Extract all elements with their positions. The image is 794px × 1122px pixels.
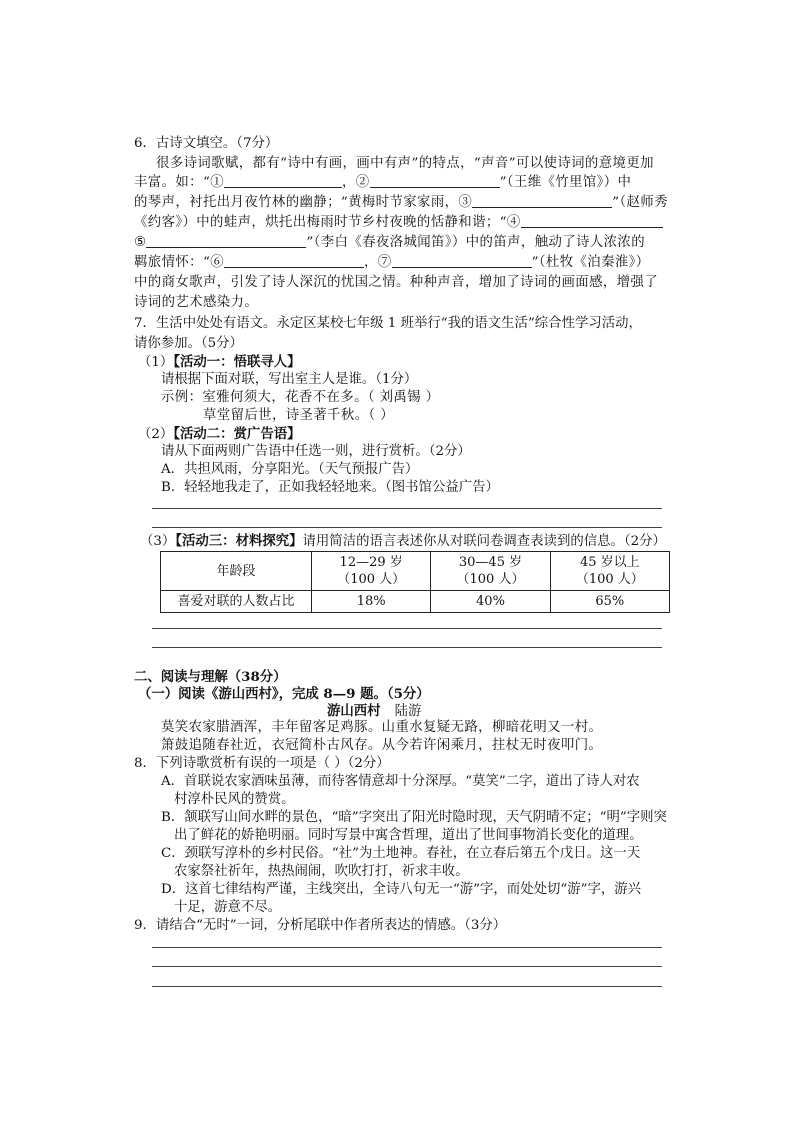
q8-option-a-cont: 村淳朴民风的赞赏。	[174, 792, 295, 807]
blank-5[interactable]	[146, 233, 306, 248]
answer-line[interactable]	[152, 647, 662, 648]
q6-text-line-4	[134, 213, 663, 233]
activity-number: （1）	[138, 355, 174, 370]
blank-4[interactable]	[521, 213, 663, 228]
q6-text: 丰富。如：“①	[134, 175, 224, 190]
blank-1[interactable]	[224, 173, 342, 188]
q6-title: 6．古诗文填空。（7分）	[134, 136, 279, 151]
q9-title: 9．请结合“无时”一词，分析尾联中作者所表达的情感。（3分）	[134, 918, 507, 933]
answer-line[interactable]	[152, 508, 662, 509]
table-cell: 65%	[550, 591, 669, 613]
q8-option-d-cont: 十足，游意不尽。	[174, 900, 282, 915]
activity-number: （2）	[138, 427, 174, 442]
q7-title: 7．生活中处处有语文。永定区某校七年级 1 班举行“我的语文生活”综合性学习活动，	[134, 316, 642, 331]
activity-1-question: 请根据下面对联，写出室主人是谁。（1分）	[161, 372, 418, 387]
table-cell: 18%	[312, 591, 431, 613]
q6-text: 的琴声，衬托出月夜竹林的幽静；“黄梅时节家家雨，③	[134, 195, 473, 210]
activity-1-example: 示例：室雅何须大，花香不在多。（ 刘禹锡 ）	[161, 390, 440, 405]
activity-1-couplet-answer[interactable]: 草堂留后世，诗圣著千秋。（ ）	[203, 408, 395, 423]
q8-option-b[interactable]: B．颔联写山间水畔的景色，“暗”字突出了阳光时隐时现，天气阴晴不定；“明”字则突	[161, 810, 667, 825]
activity-question: 请用简洁的语言表述你从对联问卷调查表读到的信息。（2分）	[302, 534, 666, 549]
q6-text: 《约客》）中的蛙声，烘托出梅雨时节乡村夜晚的恬静和谐；“④	[134, 215, 521, 230]
table-header-cell: 12—29 岁 （100 人）	[312, 552, 431, 591]
answer-line[interactable]	[152, 628, 662, 629]
q6-text-line-8: 诗词的艺术感染力。	[134, 295, 259, 310]
q8-option-c-cont: 农家祭社祈年，热热闹闹，吹吹打打，祈求丰收。	[174, 864, 469, 879]
blank-7[interactable]	[392, 253, 532, 268]
activity-2-option-b: B．轻轻地我走了，正如我轻轻地来。（图书馆公益广告）	[161, 480, 499, 495]
activity-title: 【活动一：悟联寻人】	[173, 354, 301, 370]
q6-text-line-2	[134, 173, 631, 193]
q6-text-line-6	[134, 253, 650, 273]
poem-line-2: 箫鼓追随春社近，衣冠简朴古风存。从今若许闲乘月，拄杖无时夜叩门。	[161, 738, 603, 753]
survey-table	[160, 551, 670, 613]
table-header-cell: 30—45 岁 （100 人）	[431, 552, 550, 591]
activity-2-question: 请从下面两则广告语中任选一则，进行赏析。（2分）	[161, 444, 471, 459]
table-row-label: 喜爱对联的人数占比	[161, 591, 312, 613]
poem-title: 游山西村	[327, 703, 381, 719]
blank-3[interactable]	[472, 193, 612, 208]
answer-line[interactable]	[152, 986, 662, 987]
q8-title: 8．下列诗歌赏析有误的一项是（ ）（2分）	[134, 756, 390, 771]
q8-option-d[interactable]: D．这首七律结构严谨，主线突出，全诗八句无一“游”字，而处处切“游”字，游兴	[161, 882, 642, 897]
activity-3-heading	[140, 531, 666, 552]
q6-text-line-3	[134, 193, 668, 213]
poem-author: 陆游	[394, 704, 422, 719]
table-row	[161, 591, 670, 613]
activity-title: 【活动三：材料探究】	[175, 533, 303, 549]
answer-line[interactable]	[152, 947, 662, 948]
section-2-subtitle: （一）阅读《游山西村》，完成 8—9 题。（5分）	[138, 686, 430, 702]
q7-title-2: 请你参加。（5分）	[134, 336, 243, 351]
q6-text: ，⑦	[364, 255, 392, 270]
activity-2-option-a: A．共担风雨，分享阳光。（天气预报广告）	[161, 462, 419, 477]
answer-line[interactable]	[152, 966, 662, 967]
q6-text: ，②	[342, 175, 370, 190]
q8-option-c[interactable]: C．颈联写淳朴的乡村民俗。“社”为土地神。春社，在立春后第五个戊日。这一天	[161, 846, 641, 861]
answer-line[interactable]	[152, 527, 662, 528]
table-cell: 40%	[431, 591, 550, 613]
section-2-title: 二、阅读与理解（38分）	[134, 669, 287, 685]
q6-text: ”（李白《春夜洛城闻笛》）中的笛声，触动了诗人浓浓的	[306, 235, 646, 250]
q6-text: ”（杜牧《泊秦淮》）	[531, 255, 650, 270]
table-header-cell: 45 岁以上 （100 人）	[550, 552, 669, 591]
q8-option-a[interactable]: A．首联说农家酒味虽薄，而待客情意却十分深厚。“莫笑”二字，道出了诗人对农	[161, 774, 640, 789]
q6-text: ⑤	[134, 235, 147, 250]
q6-text-line-7: 中的商女歌声，引发了诗人深沉的忧国之情。种种声音，增加了诗词的画面感，增强了	[134, 275, 659, 290]
table-header-row	[161, 552, 670, 591]
activity-number: （3）	[140, 534, 176, 549]
poem-line-1: 莫笑农家腊酒浑，丰年留客足鸡豚。山重水复疑无路，柳暗花明又一村。	[161, 720, 603, 735]
q8-option-b-cont: 出了鲜花的娇艳明丽。同时写景中寓含哲理，道出了世间事物消长变化的道理。	[174, 828, 643, 843]
q6-text-line-5	[134, 233, 645, 253]
blank-6[interactable]	[224, 253, 364, 268]
blank-2[interactable]	[370, 173, 500, 188]
table-header-cell: 年龄段	[161, 552, 312, 591]
q6-text: ”（王维《竹里馆》）中	[499, 175, 632, 190]
activity-title: 【活动二：赏广告语】	[173, 426, 301, 442]
q6-text: 羁旅情怀：“⑥	[134, 255, 224, 270]
q6-text-line-1: 很多诗词歌赋，都有“诗中有画，画中有声”的特点，“声音”可以使诗词的意境更加	[156, 156, 654, 171]
q6-text: ”（赵师秀	[612, 195, 668, 210]
